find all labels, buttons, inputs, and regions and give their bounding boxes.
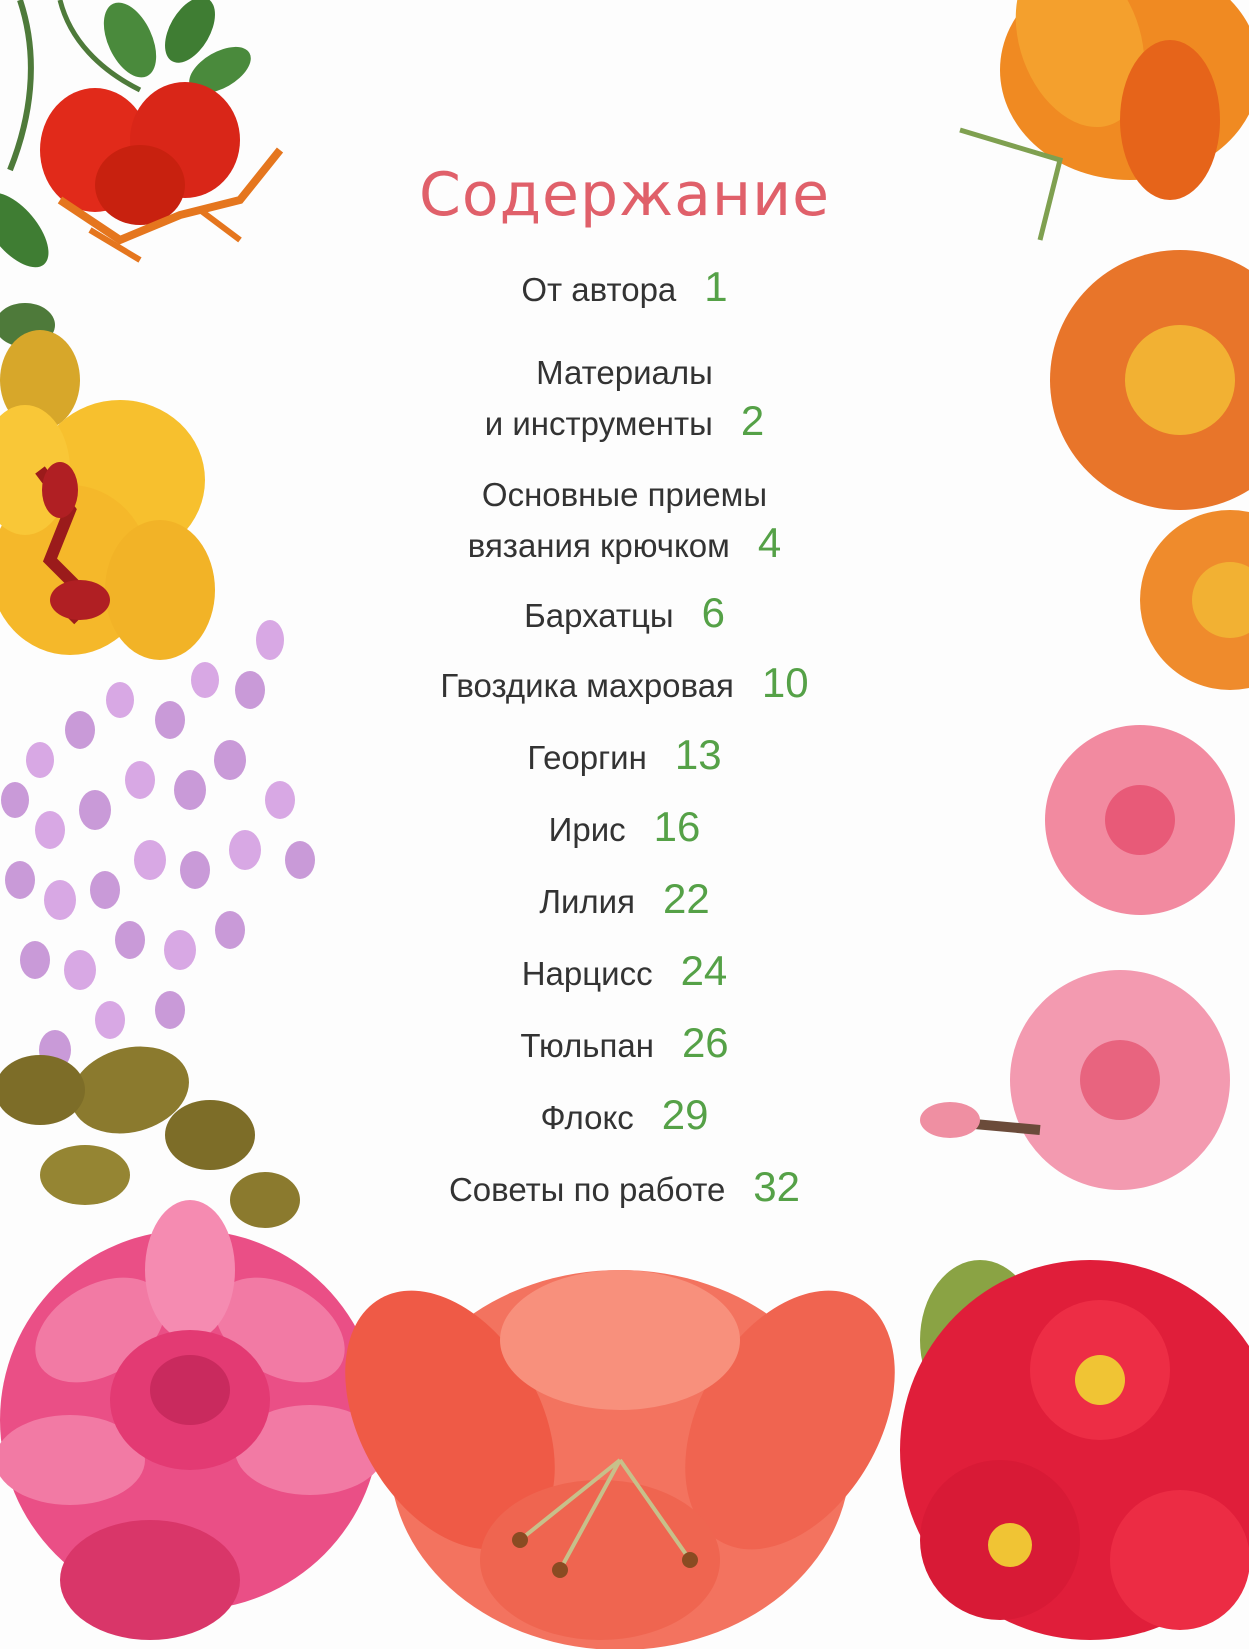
toc-page-number: 10 — [761, 659, 809, 706]
toc-entry-label: Нарцисс — [521, 955, 653, 992]
toc-entry-basic-techniques[interactable] — [0, 470, 1249, 520]
toc-entry-narcissus[interactable] — [0, 946, 1249, 999]
toc-entry-label: Лилия — [539, 883, 635, 920]
toc-page-number: 6 — [701, 589, 725, 636]
toc-entry-materials-line2[interactable] — [0, 396, 1249, 449]
toc-page-number: 29 — [661, 1091, 709, 1138]
toc-entry-label: Основные приемы — [481, 476, 768, 513]
toc-page-number: 2 — [740, 397, 765, 444]
toc-entry-tulip[interactable] — [0, 1018, 1249, 1071]
toc-entry-label: Тюльпан — [520, 1027, 654, 1064]
toc-page-number: 13 — [674, 731, 722, 778]
red-flowers-illustration — [900, 1260, 1249, 1640]
toc-entry-label: Советы по работе — [448, 1171, 726, 1208]
toc-entry-label: Гвоздика махровая — [440, 667, 734, 704]
toc-entry-label: От автора — [521, 271, 677, 308]
toc-entry-label: Материалы — [536, 354, 713, 391]
toc-page-number: 4 — [757, 519, 782, 566]
toc-entry-marigolds[interactable] — [0, 588, 1249, 641]
toc-entry-label: и инструменты — [484, 405, 713, 442]
toc-page-number: 24 — [680, 947, 728, 994]
toc-entry-materials[interactable] — [0, 348, 1249, 398]
toc-entry-label: Флокс — [540, 1099, 634, 1136]
toc-entry-dahlia[interactable] — [0, 730, 1249, 783]
toc-page-number: 1 — [704, 263, 728, 310]
toc-page-number: 22 — [662, 875, 710, 922]
toc-page-number: 26 — [681, 1019, 729, 1066]
toc-entry-label: вязания крючком — [467, 527, 730, 564]
pink-dahlia-illustration — [0, 1200, 385, 1640]
toc-entry-basic-techniques-line2[interactable] — [0, 518, 1249, 571]
toc-entry-carnation[interactable] — [0, 658, 1249, 711]
toc-page-number: 16 — [653, 803, 701, 850]
toc-entry-label: Ирис — [548, 811, 626, 848]
page-title: Содержание — [418, 160, 831, 230]
toc-page-number: 32 — [753, 1163, 801, 1210]
coral-lily-illustration — [302, 1254, 938, 1649]
orange-flowers-illustration — [960, 0, 1249, 690]
toc-entry-label: Георгин — [527, 739, 647, 776]
toc-entry-work-tips[interactable] — [0, 1162, 1249, 1215]
toc-entry-iris[interactable] — [0, 802, 1249, 855]
toc-entry-lily[interactable] — [0, 874, 1249, 927]
toc-entry-from-author[interactable] — [0, 262, 1249, 315]
toc-entry-label: Бархатцы — [524, 597, 674, 634]
toc-entry-phlox[interactable] — [0, 1090, 1249, 1143]
